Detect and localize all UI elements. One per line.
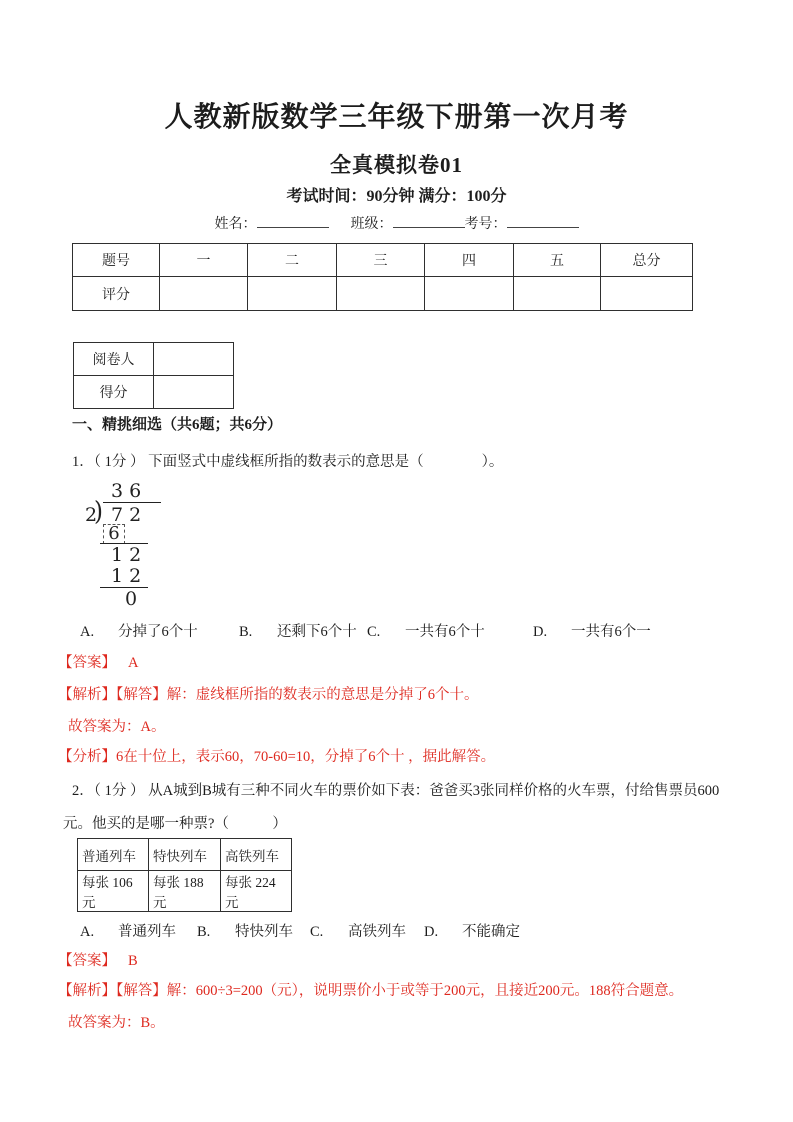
q2-explanation-line: 【解析】【解答】解：600÷3=200（元），说明票价小于或等于200元，且接近200元。188符合题意。: [58, 983, 684, 999]
train-ticket-price-table: [77, 838, 292, 912]
q1-option-d: [533, 622, 651, 642]
option-label: C.: [310, 924, 324, 940]
option-text: 高铁列车: [348, 924, 406, 940]
class-blank-field: [393, 213, 465, 228]
answer-value: A: [128, 655, 139, 671]
score-header-cell: 总分: [601, 244, 693, 277]
q1-option-b: [239, 622, 357, 642]
section-1-heading: 一、精挑细选（共6题；共6分）: [72, 417, 283, 433]
grade-cell-empty: [514, 277, 601, 311]
option-text: 还剩下6个十: [277, 624, 357, 640]
question-2-text-line1: 2．（ 1分 ） 从A城到B城有三种不同火车的票价如下表：爸爸买3张同样价格的火车票，付给售票员600: [72, 783, 720, 799]
q1-answer-line: [58, 653, 138, 673]
score-table-grade-row: [73, 277, 693, 311]
score-header-cell: 二: [248, 244, 337, 277]
train-price-cell: 每张 224 元: [221, 871, 292, 912]
option-label: C.: [367, 624, 381, 640]
answer-value: B: [128, 953, 138, 969]
q2-answer-line: [58, 951, 138, 971]
score-header-cell: 一: [160, 244, 248, 277]
grade-cell-empty: [160, 277, 248, 311]
answer-label: 【答案】: [58, 953, 116, 969]
score-header-cell: 五: [514, 244, 601, 277]
division-partial-1: 1 2: [111, 544, 142, 566]
train-type-cell: 普通列车: [78, 839, 149, 871]
page-subtitle: 全真模拟卷01: [330, 153, 463, 177]
train-table-header-row: [78, 839, 292, 871]
long-division-figure: [86, 481, 176, 611]
division-divisor: 2: [85, 504, 98, 526]
q1-option-a: [80, 622, 198, 642]
score-header-cell: 题号: [73, 244, 160, 277]
grade-cell-empty: [248, 277, 337, 311]
grade-cell-empty: [425, 277, 514, 311]
division-remainder: 0: [125, 588, 138, 610]
q1-option-c: [367, 622, 485, 642]
q2-option-d: [424, 922, 520, 942]
option-label: A.: [80, 624, 95, 640]
reviewer-cell-empty: [154, 343, 234, 376]
dashed-box-digit: 6: [103, 524, 125, 544]
train-type-cell: 高铁列车: [221, 839, 292, 871]
q2-option-a: [80, 922, 176, 942]
option-text: 一共有6个十: [405, 624, 485, 640]
division-dividend: 7 2: [111, 504, 142, 526]
q2-option-b: [197, 922, 293, 942]
score-cell-empty: [154, 376, 234, 409]
score-label: 得分: [74, 376, 154, 409]
question-2-text-line2: 元。他买的是哪一种票?（ ）: [63, 816, 287, 832]
q2-conclusion-line: 故答案为：B。: [68, 1015, 165, 1031]
q2-option-c: [310, 922, 406, 942]
student-info-line: [0, 213, 793, 235]
question-1-text: 1．（ 1分 ） 下面竖式中虚线框所指的数表示的意思是（ ）。: [72, 454, 504, 470]
division-bracket-icon: ): [94, 497, 103, 527]
option-label: B.: [197, 924, 211, 940]
grade-cell-empty: [337, 277, 425, 311]
train-table-price-row: [78, 871, 292, 912]
q1-explanation-line: 【解析】【解答】解：虚线框所指的数表示的意思是分掉了6个十。: [58, 687, 479, 703]
option-text: 不能确定: [462, 924, 520, 940]
option-label: D.: [424, 924, 439, 940]
division-vinculum-line: [103, 502, 161, 503]
name-blank-field: [257, 213, 329, 228]
examno-blank-field: [507, 213, 579, 228]
q1-conclusion-line: 故答案为：A。: [68, 719, 166, 735]
q1-analysis-line: 【分析】6在十位上，表示60，70-60=10，分掉了6个十 ，据此解答。: [58, 749, 496, 765]
name-label: 姓名：: [214, 217, 257, 232]
division-quotient: 3 6: [111, 480, 142, 502]
examno-label: 考号：: [464, 217, 507, 232]
page-title: 人教新版数学三年级下册第一次月考: [164, 102, 629, 133]
option-label: D.: [533, 624, 548, 640]
score-row: [74, 376, 234, 409]
reviewer-label: 阅卷人: [74, 343, 154, 376]
score-summary-table: [72, 243, 693, 311]
grader-row: [74, 343, 234, 376]
score-header-cell: 四: [425, 244, 514, 277]
grade-row-label: 评分: [73, 277, 160, 311]
train-price-cell: 每张 188 元: [149, 871, 221, 912]
option-text: 分掉了6个十: [118, 624, 198, 640]
option-label: A.: [80, 924, 95, 940]
option-text: 普通列车: [118, 924, 176, 940]
grader-score-table: [73, 342, 234, 409]
option-text: 特快列车: [235, 924, 293, 940]
score-header-cell: 三: [337, 244, 425, 277]
score-table-header-row: [73, 244, 693, 277]
class-label: 班级：: [350, 217, 393, 232]
option-label: B.: [239, 624, 253, 640]
answer-label: 【答案】: [58, 655, 116, 671]
exam-info-line: 考试时间：90分钟 满分：100分: [286, 188, 507, 205]
division-partial-2: 1 2: [111, 565, 142, 587]
option-text: 一共有6个一: [571, 624, 651, 640]
division-rule-line: [100, 587, 148, 588]
grade-cell-empty: [601, 277, 693, 311]
train-type-cell: 特快列车: [149, 839, 221, 871]
train-price-cell: 每张 106 元: [78, 871, 149, 912]
